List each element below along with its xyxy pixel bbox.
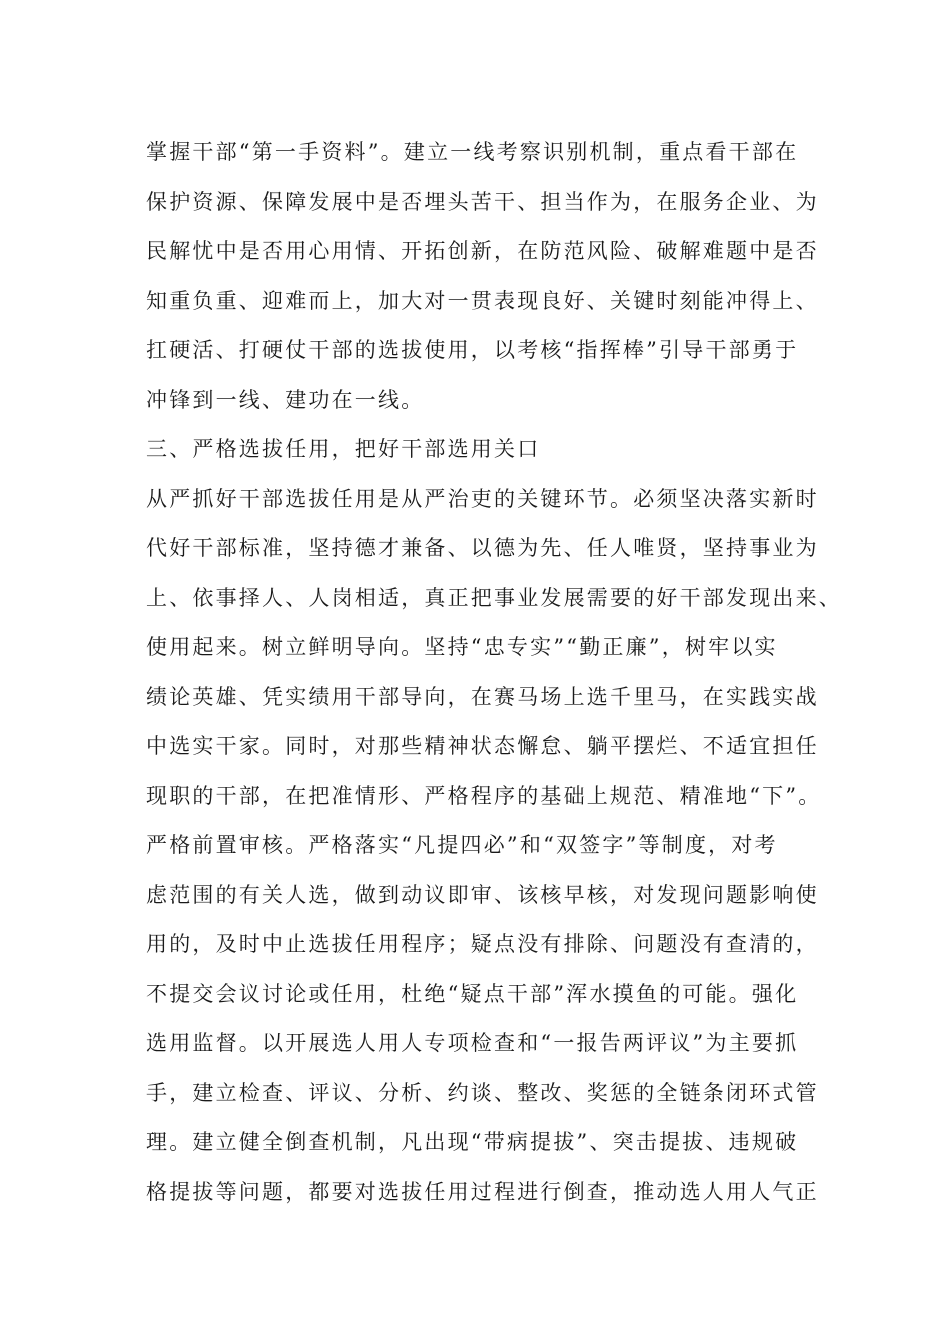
text-line-6: 冲锋到一线、建功在一线。 [146,387,425,412]
section-heading: 三、严格选拔任用，把好干部选用关口 [146,437,541,461]
body-text [146,132,842,1221]
text-line-9: 代好干部标准，坚持德才兼备、以德为先、任人唯贤，坚持事业为 [146,536,819,560]
text-line-8: 从严抓好干部选拔任用是从严治吏的关键环节。必须坚决落实新时 [146,486,819,511]
text-line-13: 中选实干家。同时，对那些精神状态懈怠、躺平摆烂、不适宜担任 [146,734,819,758]
text-line-21: 理。建立健全倒查机制，凡出现“带病提拔”、突击提拔、违规破 [146,1130,799,1154]
text-line-4: 知重负重、迎难而上，加大对一贯表现良好、关键时刻能冲得上、 [146,288,819,313]
text-line-22: 格提拔等问题，都要对选拔任用过程进行倒查，推动选人用人气正 [146,1179,819,1204]
text-line-5: 扛硬活、打硬仗干部的选拔使用，以考核“指挥棒”引导干部勇于 [146,338,799,362]
text-line-11: 使用起来。树立鲜明导向。坚持“忠专实”“勤正廉”，树牢以实 [146,635,778,659]
text-line-19: 选用监督。以开展选人用人专项检查和“一报告两评议”为主要抓 [146,1031,799,1055]
text-line-2: 保护资源、保障发展中是否埋头苦干、担当作为，在服务企业、为 [146,189,819,214]
text-line-18: 不提交会议讨论或任用，杜绝“疑点干部”浑水摸鱼的可能。强化 [146,981,799,1006]
text-line-14: 现职的干部，在把准情形、严格程序的基础上规范、精准地“下”。 [146,783,822,808]
text-line-17: 用的，及时中止选拔任用程序；疑点没有排除、问题没有查清的， [146,932,819,956]
text-line-1: 掌握干部“第一手资料”。建立一线考察识别机制，重点看干部在 [146,140,799,164]
text-line-20: 手，建立检查、评议、分析、约谈、整改、奖惩的全链条闭环式管 [146,1080,819,1105]
text-line-16: 虑范围的有关人选，做到动议即审、该核早核，对发现问题影响使 [146,882,819,907]
text-line-12: 绩论英雄、凭实绩用干部导向，在赛马场上选千里马，在实践实战 [146,684,819,709]
text-line-10: 上、依事择人、人岗相适，真正把事业发展需要的好干部发现出来、 [146,585,842,610]
text-line-3: 民解忧中是否用心用情、开拓创新，在防范风险、破解难题中是否 [146,239,819,263]
text-line-15: 严格前置审核。严格落实“凡提四必”和“双签字”等制度，对考 [146,833,778,857]
